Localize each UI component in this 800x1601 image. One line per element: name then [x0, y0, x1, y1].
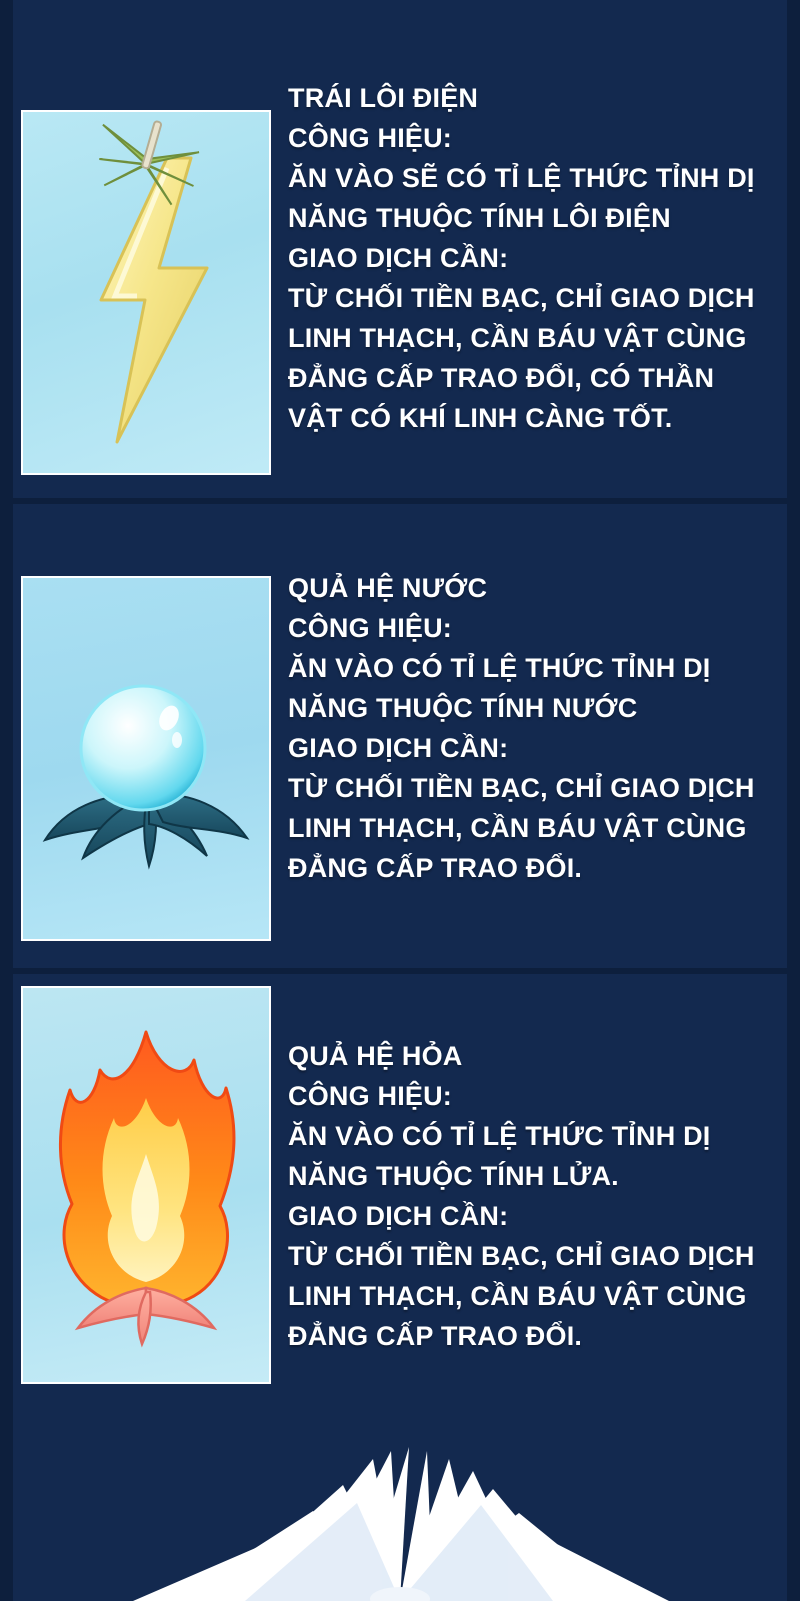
text-line: TRÁI LÔI ĐIỆN	[288, 83, 479, 113]
text-line: ĐẲNG CẤP TRAO ĐỔI.	[288, 853, 583, 883]
text-line: CÔNG HIỆU:	[288, 613, 452, 643]
text-line: TỪ CHỐI TIỀN BẠC, CHỈ GIAO DỊCH	[288, 773, 755, 803]
text-line: ĂN VÀO SẼ CÓ TỈ LỆ THỨC TỈNH DỊ	[288, 163, 755, 193]
text-line: VẬT CÓ KHÍ LINH CÀNG TỐT.	[288, 403, 673, 433]
water-orb-artwork	[21, 576, 271, 941]
text-line: CÔNG HIỆU:	[288, 123, 452, 153]
text-line: ĂN VÀO CÓ TỈ LỆ THỨC TỈNH DỊ	[288, 1121, 711, 1151]
text-line: GIAO DỊCH CẦN:	[288, 1201, 509, 1231]
text-line: NĂNG THUỘC TÍNH NƯỚC	[288, 693, 638, 723]
panel-thunder-fruit	[13, 0, 787, 498]
water-orb-icon	[31, 644, 261, 874]
text-line: NĂNG THUỘC TÍNH LỬA.	[288, 1161, 619, 1191]
text-line: CÔNG HIỆU:	[288, 1081, 452, 1111]
right-page-margin	[787, 0, 800, 1601]
flame-artwork	[21, 986, 271, 1384]
text-line: QUẢ HỆ NƯỚC	[288, 573, 488, 603]
text-line: NĂNG THUỘC TÍNH LÔI ĐIỆN	[288, 203, 671, 233]
text-line: LINH THẠCH, CẦN BÁU VẬT CÙNG	[288, 1281, 747, 1311]
panel-water-fruit	[13, 504, 787, 968]
flame-icon	[26, 1020, 266, 1350]
text-line: ĐẲNG CẤP TRAO ĐỔI, CÓ THẦN	[288, 363, 715, 393]
panel-fire-fruit	[13, 974, 787, 1426]
text-line: ĂN VÀO CÓ TỈ LỆ THỨC TỈNH DỊ	[288, 653, 711, 683]
text-line: LINH THẠCH, CẦN BÁU VẬT CÙNG	[288, 323, 747, 353]
panel-thunder-fruit-text	[288, 78, 783, 438]
speed-lines-burst-icon	[13, 1441, 787, 1601]
text-line: ĐẲNG CẤP TRAO ĐỔI.	[288, 1321, 583, 1351]
text-line: GIAO DỊCH CẦN:	[288, 733, 509, 763]
text-line: LINH THẠCH, CẦN BÁU VẬT CÙNG	[288, 813, 747, 843]
text-line: GIAO DỊCH CẦN:	[288, 243, 509, 273]
text-line: TỪ CHỐI TIỀN BẠC, CHỈ GIAO DỊCH	[288, 1241, 755, 1271]
lightning-bolt-artwork	[21, 110, 271, 475]
text-line: TỪ CHỐI TIỀN BẠC, CHỈ GIAO DỊCH	[288, 283, 755, 313]
left-page-margin	[0, 0, 13, 1601]
panel-water-fruit-text	[288, 568, 783, 888]
panel-fire-fruit-text	[288, 1036, 783, 1356]
text-line: QUẢ HỆ HỎA	[288, 1041, 463, 1071]
impact-burst	[13, 1441, 787, 1601]
